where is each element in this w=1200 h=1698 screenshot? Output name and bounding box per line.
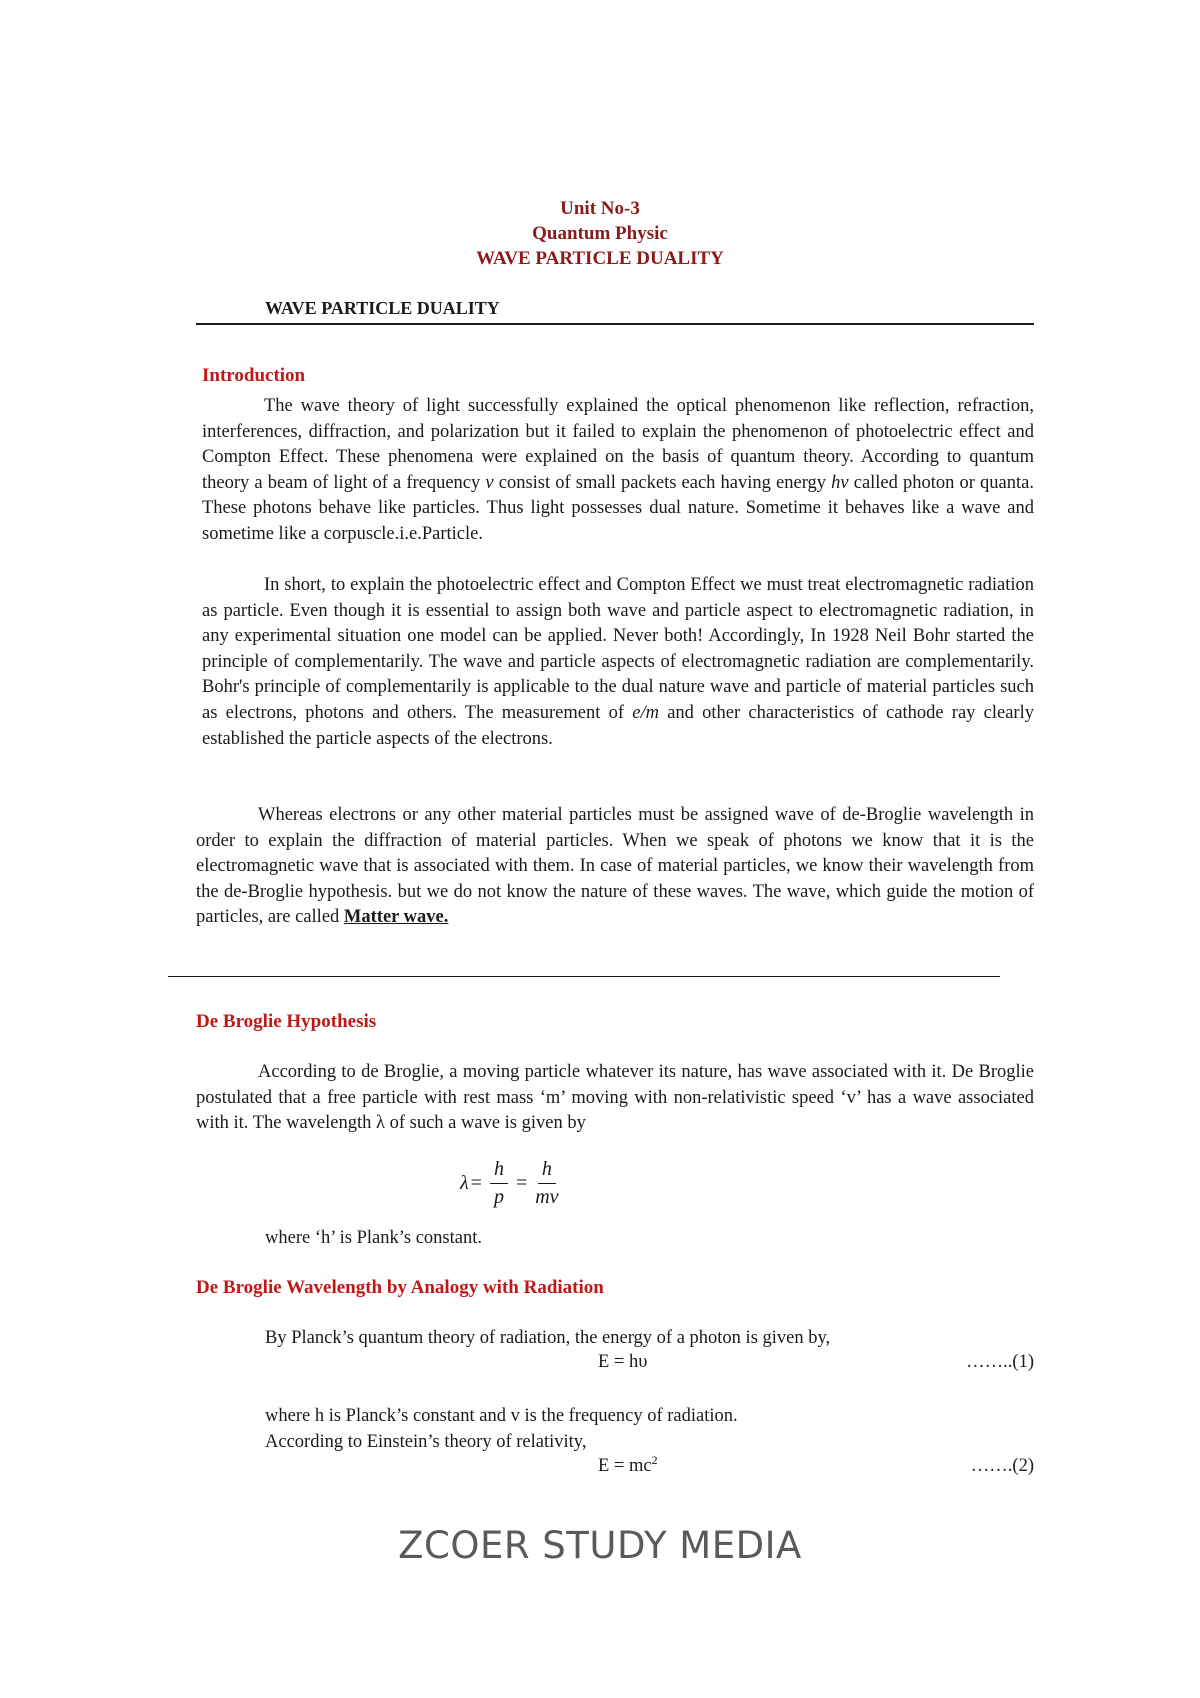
analogy-line-3: According to Einstein’s theory of relativity, (265, 1432, 587, 1452)
equation-2 (598, 1452, 658, 1477)
watermark: ZCOER STUDY MEDIA (398, 1524, 802, 1567)
introduction-paragraph-3 (196, 803, 1034, 931)
fraction-numerator: h (490, 1158, 508, 1184)
hypothesis-heading: De Broglie Hypothesis (196, 1011, 377, 1032)
fraction-h-over-mv (535, 1158, 558, 1209)
text-run: consist of small packets each having energy (493, 472, 832, 493)
section-divider (168, 976, 1000, 977)
nu-symbol: ν (485, 472, 494, 493)
h-nu-symbol: hν (831, 472, 849, 493)
formula-equals: = (515, 1172, 528, 1194)
unit-number: Unit No-3 (560, 198, 640, 219)
subject-title: Quantum Physic (532, 223, 668, 244)
introduction-paragraph-2 (202, 573, 1034, 752)
e-over-m-symbol: e/m (632, 702, 659, 723)
main-heading: WAVE PARTICLE DUALITY (265, 298, 500, 318)
fraction-h-over-p (490, 1158, 508, 1209)
text-run: and other characteristics of cathode ray clearly established the particle aspects of the electrons. (202, 702, 1034, 749)
topic-title: WAVE PARTICLE DUALITY (476, 248, 724, 269)
fraction-denominator: mv (535, 1186, 559, 1208)
text-run: called photon or quanta. These photons behave like particles. Thus light possesses dual nature. Sometime it behaves like a wave and sometime like a corpuscle.i.e.Particle. (202, 472, 1034, 544)
hypothesis-paragraph (196, 1060, 1034, 1137)
formula-lambda: λ (460, 1172, 469, 1194)
equation-2-exponent: 2 (651, 1452, 658, 1467)
title-block (0, 196, 1200, 271)
text-run: Whereas electrons or any other material particles must be assigned wave of de-Broglie wavelength in order to explain the diffraction of material particles. When we speak of photons we know that it is the electromagnetic wave that is associated with them. In case of material particles, we know their wavelength from the de-Broglie hypothesis. but we do not know the nature of these waves. The wave, which guide the motion of particles, are called (196, 805, 1034, 928)
fraction-denominator: p (493, 1186, 504, 1208)
fraction-numerator: h (538, 1158, 556, 1184)
introduction-heading: Introduction (202, 365, 306, 386)
text-run: The wave theory of light successfully explained the optical phenomenon like reflection, refraction, interferences, diffraction, and polarization but it failed to explain the phenomenon of photoelectric effect and Compton Effect. These phenomena were explained on the basis of quantum theory. According to quantum theory a beam of light of a frequency (202, 396, 1034, 493)
analogy-line-2: where h is Planck’s constant and v is the frequency of radiation. (265, 1406, 738, 1426)
introduction-paragraph-1 (202, 394, 1034, 548)
formula-equals: = (470, 1172, 482, 1194)
equation-1-number: ……..(1) (966, 1352, 1034, 1372)
equation-2-number: …….(2) (970, 1456, 1034, 1476)
divider (196, 323, 1034, 325)
matter-wave-term: Matter wave. (343, 907, 449, 928)
equation-2-text: E = mc (598, 1456, 652, 1476)
analogy-line-1: By Planck’s quantum theory of radiation, the energy of a photon is given by, (265, 1328, 831, 1348)
de-broglie-formula (460, 1158, 565, 1209)
hypothesis-where-line: where ‘h’ is Plank’s constant. (265, 1228, 482, 1248)
text-run: In short, to explain the photoelectric effect and Compton Effect we must treat electromagnetic radiation as particle. Even though it is essential to assign both wave and particle aspect to electromagnetic radiation, in any experimental situation one model can be applied. Never both! Accordingly, In 1928 Neil Bohr started the principle of complementarily. The wave and particle aspects of electromagnetic radiation are complementarily. Bohr's principle of complementarily is applicable to the dual nature wave and particle of material particles such as electrons, photons and others. The measurement of (202, 575, 1034, 723)
analogy-heading: De Broglie Wavelength by Analogy with Radiation (196, 1277, 604, 1298)
text-run: According to de Broglie, a moving particle whatever its nature, has wave associated with it. De Broglie postulated that a free particle with rest mass ‘m’ moving with non-relativistic speed ‘v’ has a wave associated with it. The wavelength λ of such a wave is given by (196, 1062, 1034, 1134)
equation-1: E = hυ (598, 1352, 648, 1372)
